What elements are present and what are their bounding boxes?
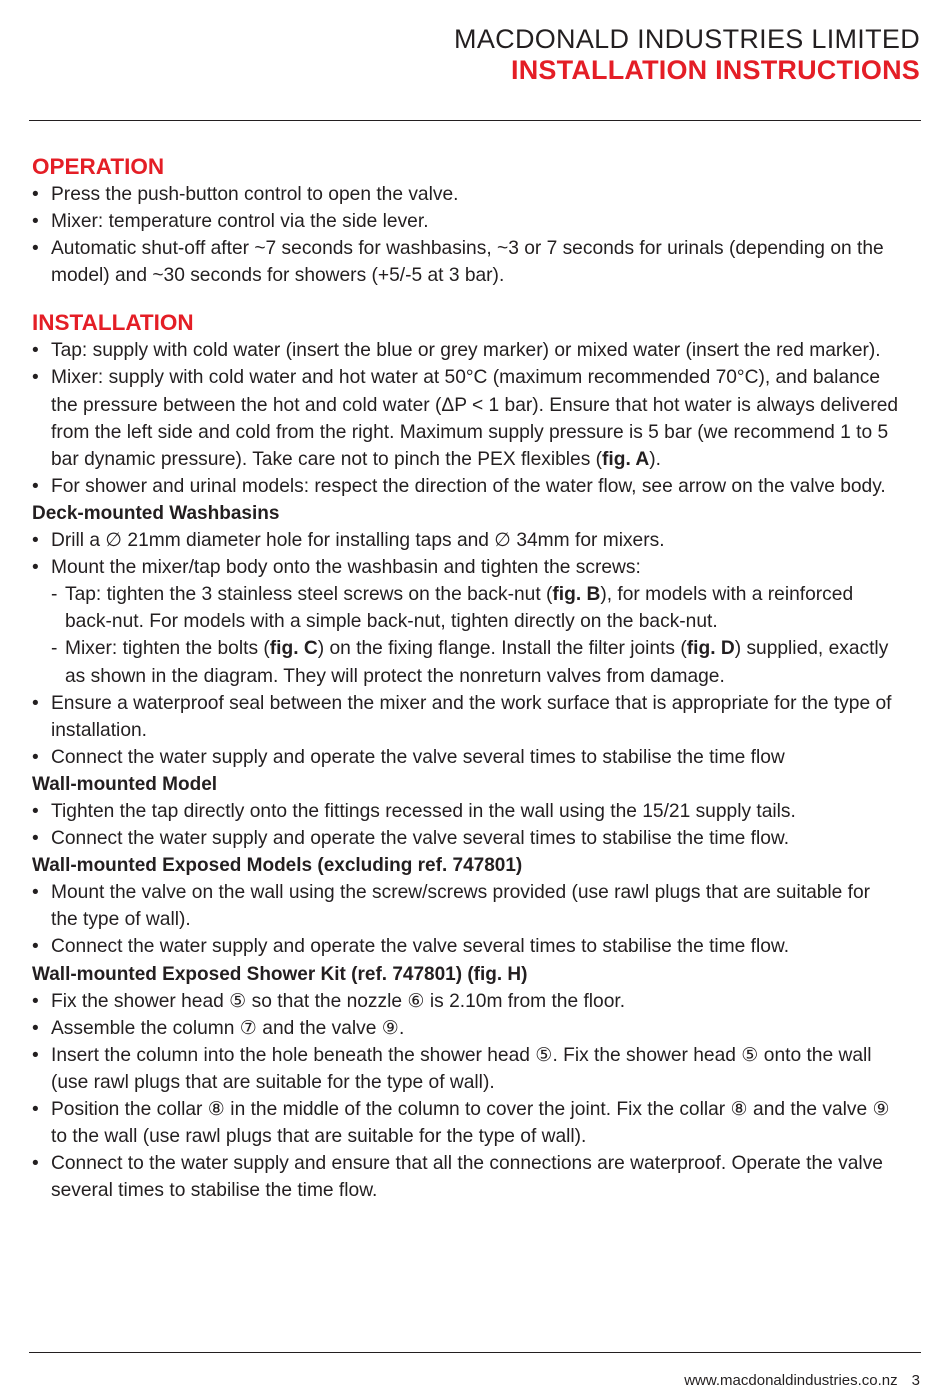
list-item (32, 208, 902, 235)
bullet: • (32, 1153, 39, 1175)
sub-list-item (32, 635, 902, 689)
wall-mounted-heading: Wall-mounted Model (32, 773, 218, 795)
bullet: • (32, 557, 39, 579)
shower-kit-heading: Wall-mounted Exposed Shower Kit (ref. 747801) (fig. H) (32, 963, 528, 985)
exposed-models-heading: Wall-mounted Exposed Models (excluding ref. 747801) (32, 855, 523, 877)
footer-divider (29, 1352, 921, 1353)
bullet: • (32, 238, 39, 260)
list-item (32, 988, 902, 1015)
operation-heading: OPERATION (32, 154, 165, 179)
bullet: • (32, 340, 39, 362)
list-item-text: Position the collar ⑧ in the middle of the column to cover the joint. Fix the collar ⑧ and the valve ⑨ to the wall (use rawl plugs that are suitable for the type of wall). (51, 1099, 890, 1148)
figure-reference: fig. A (602, 448, 650, 470)
list-item-text: Mixer: supply with cold water and hot water at 50°C (maximum recommended 70°C), and balance the pressure between the hot and cold water (ΔP < 1 bar). Ensure that hot water is always delivered from the left side and cold from the right. Maximum supply pressure is 5 bar (we recommend 1 to 5 bar dynamic pressure). Take care not to pinch the PEX flexibles ( (51, 367, 899, 470)
list-item (32, 690, 902, 744)
list-item-text: Drill a ∅ 21mm diameter hole for installing taps and ∅ 34mm for mixers. (51, 530, 665, 552)
bullet: • (32, 1017, 39, 1039)
list-item (32, 933, 902, 960)
sub-list-item (32, 581, 902, 635)
list-item-text: Insert the column into the hole beneath the shower head ⑤. Fix the shower head ⑤ onto the wall (use rawl plugs that are suitable for the type of wall). (51, 1044, 872, 1093)
list-item-text: Mount the valve on the wall using the screw/screws provided (use rawl plugs that are suitable for the type of wall). (51, 882, 871, 931)
list-item (32, 798, 902, 825)
figure-reference: fig. D (686, 638, 735, 660)
installation-heading: INSTALLATION (32, 310, 194, 336)
list-item (32, 1015, 902, 1042)
document-header (454, 24, 920, 86)
list-item-text: Ensure a waterproof seal between the mixer and the work surface that is appropriate for the type of installation. (51, 692, 892, 741)
list-item (32, 337, 902, 364)
deck-mounted-heading: Deck-mounted Washbasins (32, 502, 280, 524)
page-footer (684, 1371, 920, 1391)
list-item-text: Fix the shower head ⑤ so that the nozzle ⑥ is 2.10m from the floor. (51, 990, 626, 1012)
bullet: • (32, 184, 39, 205)
list-item (32, 744, 902, 771)
bullet: • (32, 990, 39, 1012)
list-item-text: Tap: tighten the 3 stainless steel screws on the back-nut ( (65, 584, 553, 606)
list-item (32, 879, 902, 933)
bullet: • (32, 746, 39, 768)
list-item (32, 235, 902, 289)
bullet: • (32, 1099, 39, 1120)
list-item-text: Tighten the tap directly onto the fittings recessed in the wall using the 15/21 supply tails. (51, 800, 796, 822)
list-item (32, 825, 902, 852)
list-item-text: Connect the water supply and operate the valve several times to stabilise the time flow. (51, 936, 790, 958)
list-item-text: Mixer: temperature control via the side lever. (51, 211, 429, 233)
list-item-text: Assemble the column ⑦ and the valve ⑨. (51, 1017, 405, 1039)
list-item-text: Automatic shut-off after ~7 seconds for washbasins, ~3 or 7 seconds for urinals (depending on the model) and ~30 seconds for showers (+5/-5 at 3 bar). (51, 238, 884, 287)
list-item-text: ) on the fixing flange. Install the filter joints ( (317, 638, 687, 660)
list-item-text: Mount the mixer/tap body onto the washbasin and tighten the screws: (51, 557, 641, 579)
bullet: • (32, 530, 39, 552)
bullet: • (32, 692, 39, 714)
list-item (32, 1150, 902, 1204)
header-divider (29, 120, 921, 121)
bullet: • (32, 1044, 39, 1066)
bullet: • (32, 367, 39, 389)
list-item-text: ) supplied, exactly as shown in the diagram. They will protect the nonreturn valves from damage. (65, 638, 889, 687)
list-item (32, 1042, 902, 1096)
list-item-text: Mixer: tighten the bolts ( (65, 638, 270, 660)
list-item (32, 554, 902, 581)
installation-list (32, 337, 902, 500)
dash: - (51, 638, 58, 660)
list-item (32, 527, 902, 554)
list-item (32, 473, 902, 500)
list-item (32, 1096, 902, 1150)
website-link[interactable]: www.macdonaldindustries.co.nz (684, 1372, 898, 1389)
list-item-text: Connect to the water supply and ensure that all the connections are waterproof. Operate the valve several times to stabilise the time flow. (51, 1153, 883, 1202)
list-item (32, 364, 902, 472)
list-item-text: Connect the water supply and operate the valve several times to stabilise the time flow (51, 746, 785, 768)
figure-reference: fig. B (552, 584, 601, 606)
list-item (32, 181, 902, 208)
bullet: • (32, 828, 39, 850)
list-item-text: Connect the water supply and operate the valve several times to stabilise the time flow. (51, 828, 790, 850)
list-item-text: ), for models with a reinforced back-nut. For models with a simple back-nut, tighten directly on the back-nut. (65, 584, 854, 633)
list-item-text: Press the push-button control to open the valve. (51, 184, 459, 205)
bullet: • (32, 475, 39, 497)
operation-list (32, 181, 902, 289)
company-name: MACDONALD INDUSTRIES LIMITED (454, 24, 920, 54)
list-item-text: ). (649, 448, 662, 470)
list-item-text: Tap: supply with cold water (insert the blue or grey marker) or mixed water (insert the red marker). (51, 340, 881, 362)
bullet: • (32, 882, 39, 904)
document-title: INSTALLATION INSTRUCTIONS (511, 55, 920, 85)
figure-reference: fig. C (269, 638, 318, 660)
page-content (32, 153, 902, 1204)
bullet: • (32, 936, 39, 958)
bullet: • (32, 211, 39, 233)
bullet: • (32, 800, 39, 822)
dash: - (51, 584, 58, 606)
page-number: 3 (911, 1372, 920, 1389)
list-item-text: For shower and urinal models: respect the direction of the water flow, see arrow on the valve body. (51, 475, 886, 497)
